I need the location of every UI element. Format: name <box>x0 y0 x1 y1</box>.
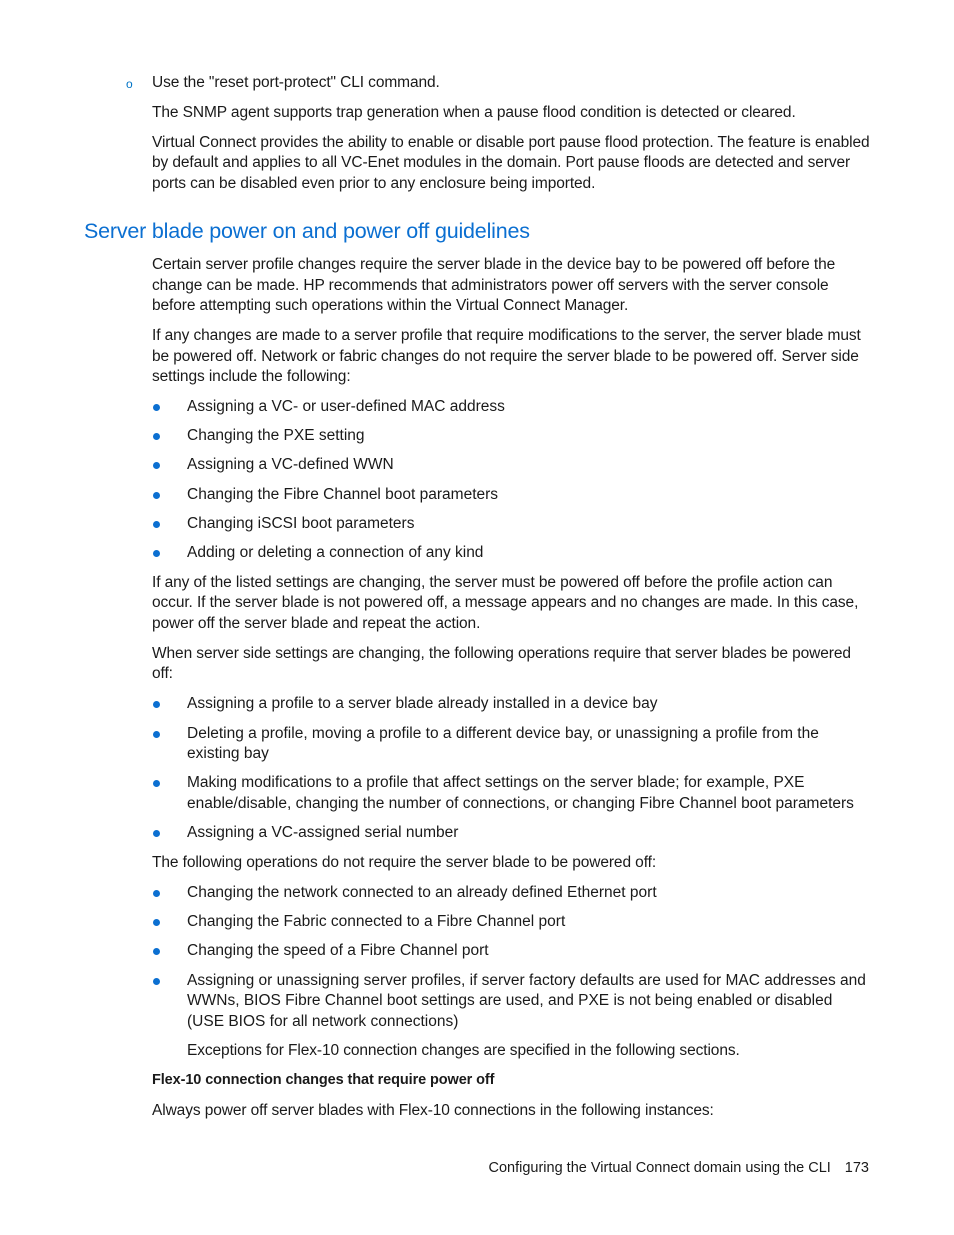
content-top <box>126 73 872 204</box>
list-item: Changing the Fibre Channel boot parameters <box>152 485 872 506</box>
paragraph-pause-flood: Virtual Connect provides the ability to enable or disable port pause flood protection. The feature is enabled by default and applies to all VC-Enet modules in the domain. Port pause floods are detected and server ports can be disabled even prior to any enclosure being imported. <box>152 133 870 192</box>
bullet-icon <box>153 731 160 738</box>
paragraph-flex10: Always power off server blades with Flex-10 connections in the following instances: <box>152 1101 714 1119</box>
list-item: Assigning a VC-assigned serial number <box>152 823 872 844</box>
bullet-icon <box>153 948 160 955</box>
sub-list-item <box>92 73 872 94</box>
footer-chapter-title: Configuring the Virtual Connect domain using the CLI <box>488 1160 831 1176</box>
no-power-off-operations-list <box>152 883 872 1032</box>
list-item: Making modifications to a profile that affect settings on the server blade; for example, PXE enable/disable, changing the number of connections, or changing Fibre Channel boot parameters <box>152 773 872 814</box>
page-number: 173 <box>844 1160 869 1176</box>
bullet-icon <box>153 433 160 440</box>
list-item: Changing the PXE setting <box>152 426 872 447</box>
list-item: Assigning or unassigning server profiles, if server factory defaults are used for MAC addresses and WWNs, BIOS Fibre Channel boot settings are used, and PXE is not being enabled or disabled (USE BIOS for all network connections) <box>152 971 872 1033</box>
paragraph-intro-1: Certain server profile changes require the server blade in the device bay to be powered off before the change can be made. HP recommends that administrators power off servers with the server console before attempting such operations within the Virtual Connect Manager. <box>152 256 836 314</box>
bullet-icon <box>153 521 160 528</box>
bullet-icon <box>153 701 160 708</box>
list-item: Adding or deleting a connection of any kind <box>152 543 872 564</box>
list-item: Changing the network connected to an already defined Ethernet port <box>152 883 872 904</box>
paragraph-snmp: The SNMP agent supports trap generation when a pause flood condition is detected or cleared. <box>152 103 796 121</box>
bullet-icon <box>153 978 160 985</box>
paragraph-power-off-operations: When server side settings are changing, the following operations require that server blades be powered off: <box>152 644 851 683</box>
list-item: Assigning a profile to a server blade already installed in a device bay <box>152 694 872 715</box>
bullet-icon <box>153 890 160 897</box>
content-main <box>152 255 872 1131</box>
list-item: Changing iSCSI boot parameters <box>152 514 872 535</box>
page-footer <box>488 1158 869 1178</box>
bullet-icon <box>153 492 160 499</box>
subsection-heading: Flex-10 connection changes that require power off <box>152 1072 495 1089</box>
bullet-icon <box>153 462 160 469</box>
sub-list-item-text: Use the "reset port-protect" CLI command. <box>152 74 440 91</box>
section-heading: Server blade power on and power off guidelines <box>84 219 530 243</box>
list-item: Deleting a profile, moving a profile to a different device bay, or unassigning a profile from the existing bay <box>152 724 872 765</box>
bullet-icon <box>153 919 160 926</box>
bullet-icon <box>153 780 160 787</box>
list-item: Changing the Fabric connected to a Fibre Channel port <box>152 912 872 933</box>
circle-bullet-icon: o <box>126 77 133 91</box>
list-item: Assigning a VC-defined WWN <box>152 455 872 476</box>
bullet-icon <box>153 830 160 837</box>
power-off-operations-list <box>152 694 872 843</box>
paragraph-intro-2: If any changes are made to a server profile that require modifications to the server, the server blade must be powered off. Network or fabric changes do not require the server blade to be powered off. Server side settings include the following: <box>152 327 861 385</box>
bullet-icon <box>153 404 160 411</box>
bullet-icon <box>153 550 160 557</box>
exceptions-note: Exceptions for Flex-10 connection changes are specified in the following sections. <box>187 1041 740 1059</box>
paragraph-listed-settings: If any of the listed settings are changing, the server must be powered off before the profile action can occur. If the server blade is not powered off, a message appears and no changes are made. In this case, power off the server blade and repeat the action. <box>152 573 859 632</box>
server-side-settings-list <box>152 397 872 563</box>
list-item: Changing the speed of a Fibre Channel port <box>152 941 872 962</box>
paragraph-no-power-off: The following operations do not require the server blade to be powered off: <box>152 854 657 871</box>
list-item: Assigning a VC- or user-defined MAC address <box>152 397 872 418</box>
